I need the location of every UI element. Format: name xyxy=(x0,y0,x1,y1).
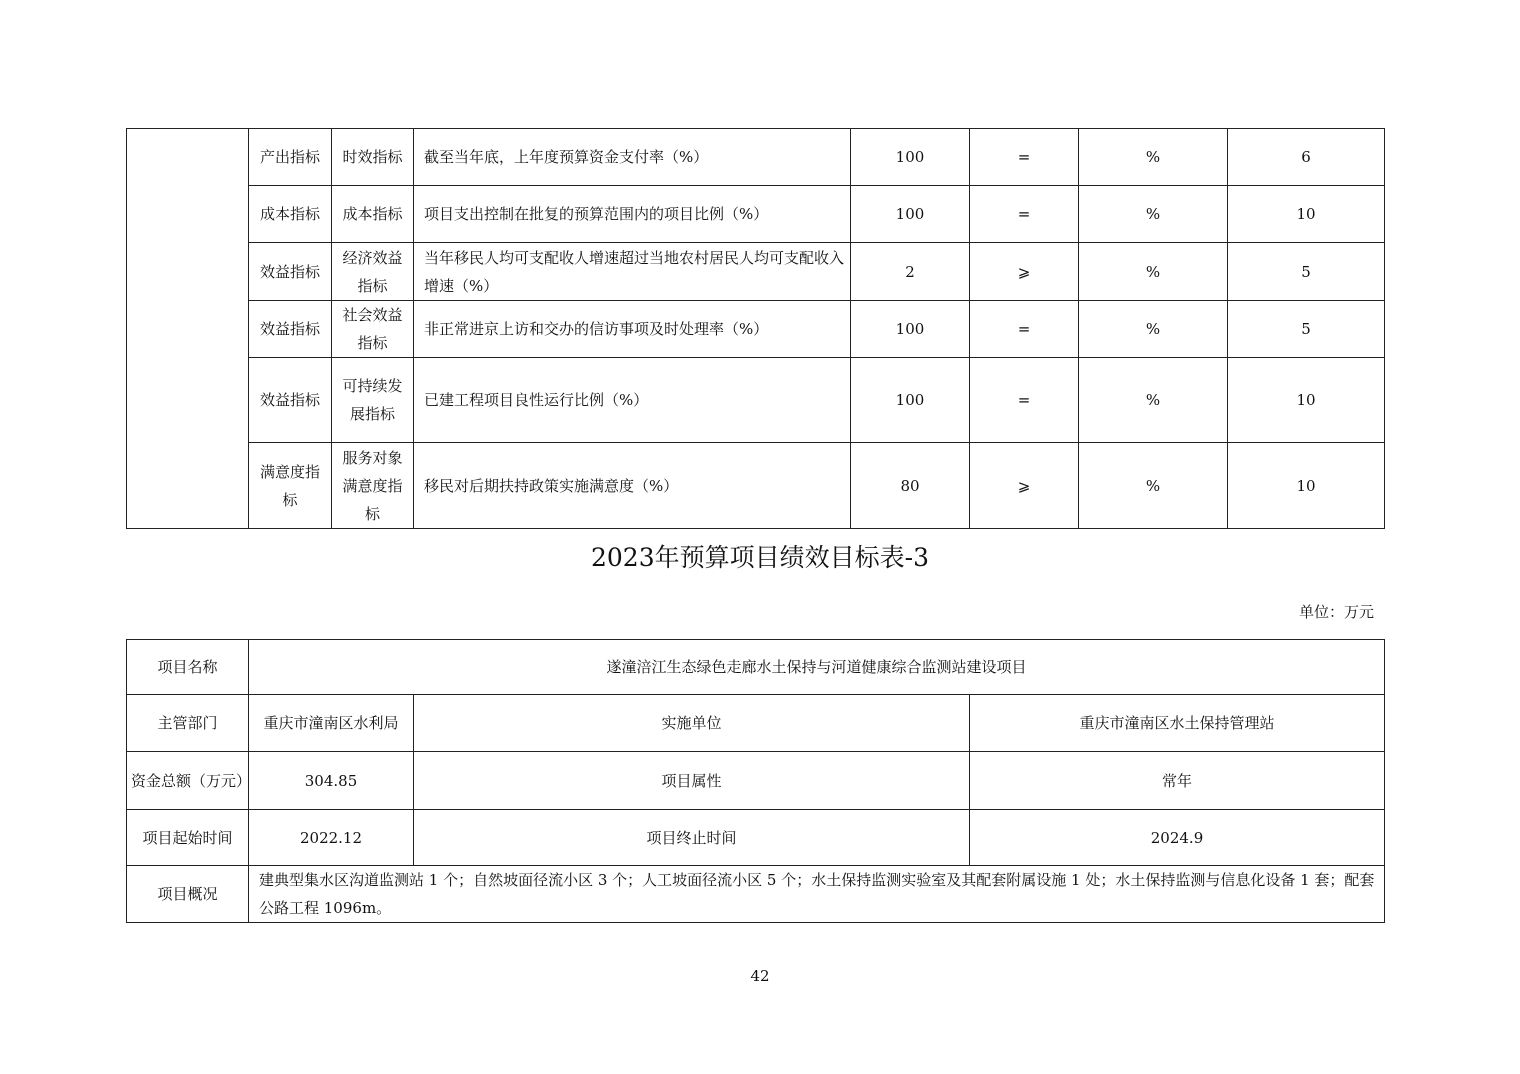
indicator-value: 2 xyxy=(851,243,970,301)
project-attr-value: 常年 xyxy=(970,752,1385,810)
table-row xyxy=(127,129,1385,186)
indicator-subcategory: 服务对象满意度指标 xyxy=(332,443,414,529)
table-row xyxy=(127,443,1385,529)
indicator-value: 100 xyxy=(851,129,970,186)
indicator-weight: 10 xyxy=(1228,358,1385,443)
fund-total-label: 资金总额（万元） xyxy=(127,752,249,810)
indicator-value: 100 xyxy=(851,186,970,243)
table-row xyxy=(127,243,1385,301)
unit-label: 单位：万元 xyxy=(1298,603,1374,621)
indicator-value: 100 xyxy=(851,358,970,443)
indicator-description: 已建工程项目良性运行比例（%） xyxy=(414,358,851,443)
indicator-unit: % xyxy=(1079,358,1228,443)
indicator-subcategory: 经济效益指标 xyxy=(332,243,414,301)
overview-label: 项目概况 xyxy=(127,866,249,923)
end-time-value: 2024.9 xyxy=(970,810,1385,866)
indicator-operator: = xyxy=(970,358,1079,443)
project-attr-label: 项目属性 xyxy=(414,752,970,810)
table-row xyxy=(127,752,1385,810)
table-row xyxy=(127,301,1385,358)
indicator-subcategory: 可持续发展指标 xyxy=(332,358,414,443)
indicator-description: 项目支出控制在批复的预算范围内的项目比例（%） xyxy=(414,186,851,243)
table-row xyxy=(127,695,1385,752)
indicator-weight: 5 xyxy=(1228,243,1385,301)
end-time-label: 项目终止时间 xyxy=(414,810,970,866)
table-row xyxy=(127,358,1385,443)
project-name-value: 遂潼涪江生态绿色走廊水土保持与河道健康综合监测站建设项目 xyxy=(249,640,1385,695)
indicator-category: 满意度指标 xyxy=(249,443,332,529)
impl-unit-value: 重庆市潼南区水土保持管理站 xyxy=(970,695,1385,752)
overview-value: 建典型集水区沟道监测站 1 个；自然坡面径流小区 3 个；人工坡面径流小区 5 个；水土保持监测实验室及其配套附属设施 1 处；水土保持监测与信息化设备 1 套；配套公路工程 1096m。 xyxy=(249,866,1385,923)
indicator-subcategory: 社会效益指标 xyxy=(332,301,414,358)
indicator-operator: = xyxy=(970,301,1079,358)
impl-unit-label: 实施单位 xyxy=(414,695,970,752)
section-title: 2023年预算项目绩效目标表-3 xyxy=(591,543,929,572)
table-row xyxy=(127,810,1385,866)
table-row xyxy=(127,866,1385,923)
indicator-value: 100 xyxy=(851,301,970,358)
indicator-description: 非正常进京上访和交办的信访事项及时处理率（%） xyxy=(414,301,851,358)
indicator-category: 产出指标 xyxy=(249,129,332,186)
indicator-description: 移民对后期扶持政策实施满意度（%） xyxy=(414,443,851,529)
indicator-unit: % xyxy=(1079,301,1228,358)
start-time-value: 2022.12 xyxy=(249,810,414,866)
indicator-value: 80 xyxy=(851,443,970,529)
dept-label: 主管部门 xyxy=(127,695,249,752)
project-name-label: 项目名称 xyxy=(127,640,249,695)
fund-total-value: 304.85 xyxy=(249,752,414,810)
indicator-operator: = xyxy=(970,186,1079,243)
indicator-operator: = xyxy=(970,129,1079,186)
indicator-operator: ⩾ xyxy=(970,443,1079,529)
performance-indicator-table xyxy=(126,128,1385,529)
indicator-unit: % xyxy=(1079,243,1228,301)
indicator-subcategory: 成本指标 xyxy=(332,186,414,243)
indicator-unit: % xyxy=(1079,443,1228,529)
indicator-description: 截至当年底，上年度预算资金支付率（%） xyxy=(414,129,851,186)
table-row xyxy=(127,186,1385,243)
indicator-category: 效益指标 xyxy=(249,243,332,301)
indicator-subcategory: 时效指标 xyxy=(332,129,414,186)
indicator-category: 成本指标 xyxy=(249,186,332,243)
start-time-label: 项目起始时间 xyxy=(127,810,249,866)
blank-merged-cell xyxy=(127,129,249,529)
indicator-unit: % xyxy=(1079,186,1228,243)
dept-value: 重庆市潼南区水利局 xyxy=(249,695,414,752)
indicator-operator: ⩾ xyxy=(970,243,1079,301)
indicator-description: 当年移民人均可支配收人增速超过当地农村居民人均可支配收入增速（%） xyxy=(414,243,851,301)
page-number: 42 xyxy=(750,967,770,985)
indicator-weight: 6 xyxy=(1228,129,1385,186)
indicator-unit: % xyxy=(1079,129,1228,186)
indicator-category: 效益指标 xyxy=(249,358,332,443)
table-row xyxy=(127,640,1385,695)
indicator-weight: 5 xyxy=(1228,301,1385,358)
indicator-weight: 10 xyxy=(1228,186,1385,243)
project-info-table xyxy=(126,639,1385,923)
indicator-weight: 10 xyxy=(1228,443,1385,529)
indicator-category: 效益指标 xyxy=(249,301,332,358)
